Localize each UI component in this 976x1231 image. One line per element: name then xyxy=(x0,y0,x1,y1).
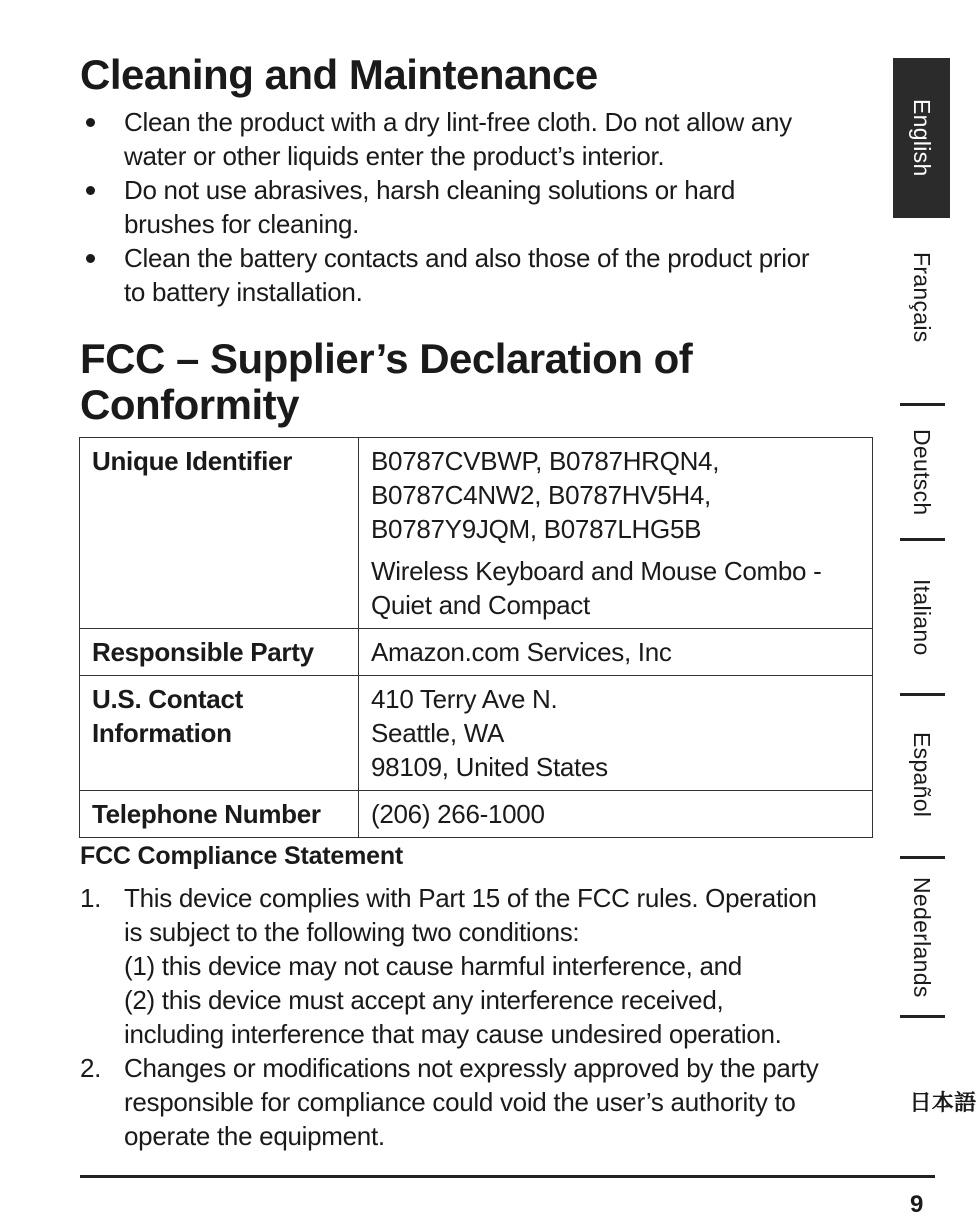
table-value-cell: B0787CVBWP, B0787HRQN4, B0787C4NW2, B0787HV5H4, B0787Y9JQM, B0787LHG5B Wireless Keyboard and Mouse Combo - Quiet and Compact xyxy=(359,438,873,629)
tab-italiano[interactable]: Italiano xyxy=(909,579,935,656)
table-row xyxy=(80,438,873,629)
tab-nederlands[interactable]: Nederlands xyxy=(909,876,935,998)
list-item: Do not use abrasives, harsh cleaning solutions or hard brushes for cleaning. xyxy=(80,173,870,241)
table-row xyxy=(80,676,873,791)
tab-english[interactable]: English xyxy=(893,58,950,218)
table-label-cell: Responsible Party xyxy=(80,629,359,676)
table-row xyxy=(80,629,873,676)
tab-divider xyxy=(900,856,945,859)
bullet-dot-icon xyxy=(86,186,95,195)
compliance-statement-list xyxy=(80,881,880,1153)
table-value-cell: (206) 266-1000 xyxy=(359,791,873,838)
section-title-fcc: FCC – Supplier’s Declaration of Conformity xyxy=(80,335,693,428)
tab-deutsch[interactable]: Deutsch xyxy=(909,429,935,516)
list-item: 1. This device complies with Part 15 of the FCC rules. Operation is subject to the following two conditions: (1) this device may not cause harmful interference, and (2) this device must accept any interference received, including interference that may cause undesired operation. xyxy=(80,883,817,1049)
table-label-cell: U.S. Contact Information xyxy=(80,676,359,791)
tab-espanol[interactable]: Español xyxy=(909,732,935,818)
table-label-cell: Unique Identifier xyxy=(80,438,359,629)
tab-japanese[interactable]: 日本語 xyxy=(909,1089,976,1115)
section-title-cleaning: Cleaning and Maintenance xyxy=(80,51,598,98)
list-item: Clean the battery contacts and also those of the product prior to battery installation. xyxy=(80,241,870,309)
declaration-table xyxy=(79,437,873,838)
page-number: 9 xyxy=(910,1191,924,1218)
table-label-cell: Telephone Number xyxy=(80,791,359,838)
bullet-dot-icon xyxy=(86,118,95,127)
list-item: Clean the product with a dry lint-free cloth. Do not allow any water or other liquids enter the product’s interior. xyxy=(80,105,870,173)
table-value-cell: Amazon.com Services, Inc xyxy=(359,629,873,676)
tab-divider xyxy=(900,538,945,541)
list-item: 2. Changes or modifications not expressly approved by the party responsible for compliance could void the user’s authority to operate the equipment. xyxy=(80,1053,819,1151)
tab-divider xyxy=(900,693,945,696)
bullet-dot-icon xyxy=(86,254,95,263)
tab-divider xyxy=(900,403,945,406)
compliance-statement-heading: FCC Compliance Statement xyxy=(80,842,404,870)
table-row xyxy=(80,791,873,838)
table-value-cell: 410 Terry Ave N. Seattle, WA 98109, United States xyxy=(359,676,873,791)
footer-divider xyxy=(80,1175,935,1178)
tab-francais[interactable]: Français xyxy=(909,251,935,343)
tab-divider xyxy=(900,1015,945,1018)
cleaning-bullet-list xyxy=(80,105,870,309)
